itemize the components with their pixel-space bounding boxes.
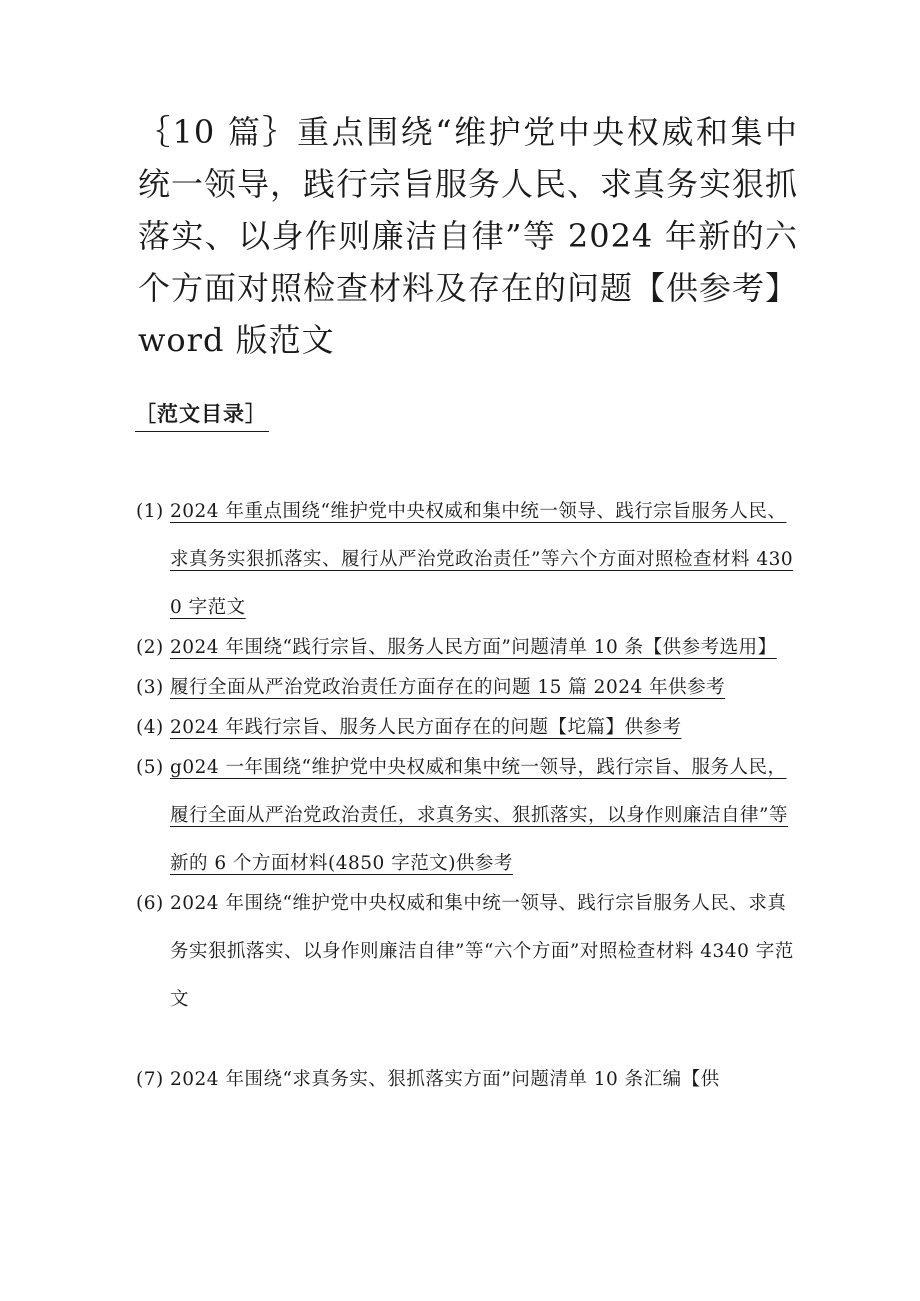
toc-item-number: (1): [136, 501, 164, 522]
toc-item-7[interactable]: [136, 1056, 796, 1104]
toc-item-link[interactable]: 履行全面从严治党政治责任方面存在的问题 15 篇 2024 年供参考: [170, 677, 726, 698]
toc-item-link[interactable]: 2024 年重点围绕“维护党中央权威和集中统一领导、践行宗旨服务人民、求真务实狠抓落实、履行从严治党政治责任”等六个方面对照检查材料 4300 字范文: [170, 501, 794, 618]
toc-item-5[interactable]: [136, 744, 796, 888]
toc-item-link[interactable]: 2024 年围绕“维护党中央权威和集中统一领导、践行宗旨服务人民、求真务实狠抓落实、以身作则廉洁自律”等“六个方面”对照检查材料 4340 字范文: [170, 893, 794, 1010]
toc-item-6[interactable]: [136, 880, 796, 1024]
toc-item-1[interactable]: [136, 488, 796, 632]
toc-item-number: (6): [136, 893, 164, 914]
table-of-contents: [136, 488, 796, 1104]
toc-item-link[interactable]: 2024 年践行宗旨、服务人民方面存在的问题【坨篇】供参考: [170, 717, 682, 738]
toc-item-link[interactable]: g024 一年围绕“维护党中央权威和集中统一领导，践行宗旨、服务人民，履行全面从严治党政治责任，求真务实、狠抓落实，以身作则廉洁自律”等新的 6 个方面材料(4850 字范文)供参考: [170, 757, 788, 874]
toc-item-number: (3): [136, 677, 164, 698]
document-title: ｛10 篇｝重点围绕“维护党中央权威和集中统一领导，践行宗旨服务人民、求真务实狠抓落实、以身作则廉洁自律”等 2024 年新的六个方面对照检查材料及存在的问题【供参考】word 版范文: [138, 113, 799, 359]
toc-heading: ［范文目录］: [135, 397, 269, 432]
toc-item-link[interactable]: 2024 年围绕“践行宗旨、服务人民方面”问题清单 10 条【供参考选用】: [170, 637, 777, 658]
toc-item-number: (5): [136, 757, 164, 778]
toc-item-number: (4): [136, 717, 164, 738]
toc-item-link[interactable]: 2024 年围绕“求真务实、狠抓落实方面”问题清单 10 条汇编【供: [170, 1069, 720, 1090]
toc-item-number: (7): [136, 1069, 164, 1090]
toc-item-number: (2): [136, 637, 164, 658]
